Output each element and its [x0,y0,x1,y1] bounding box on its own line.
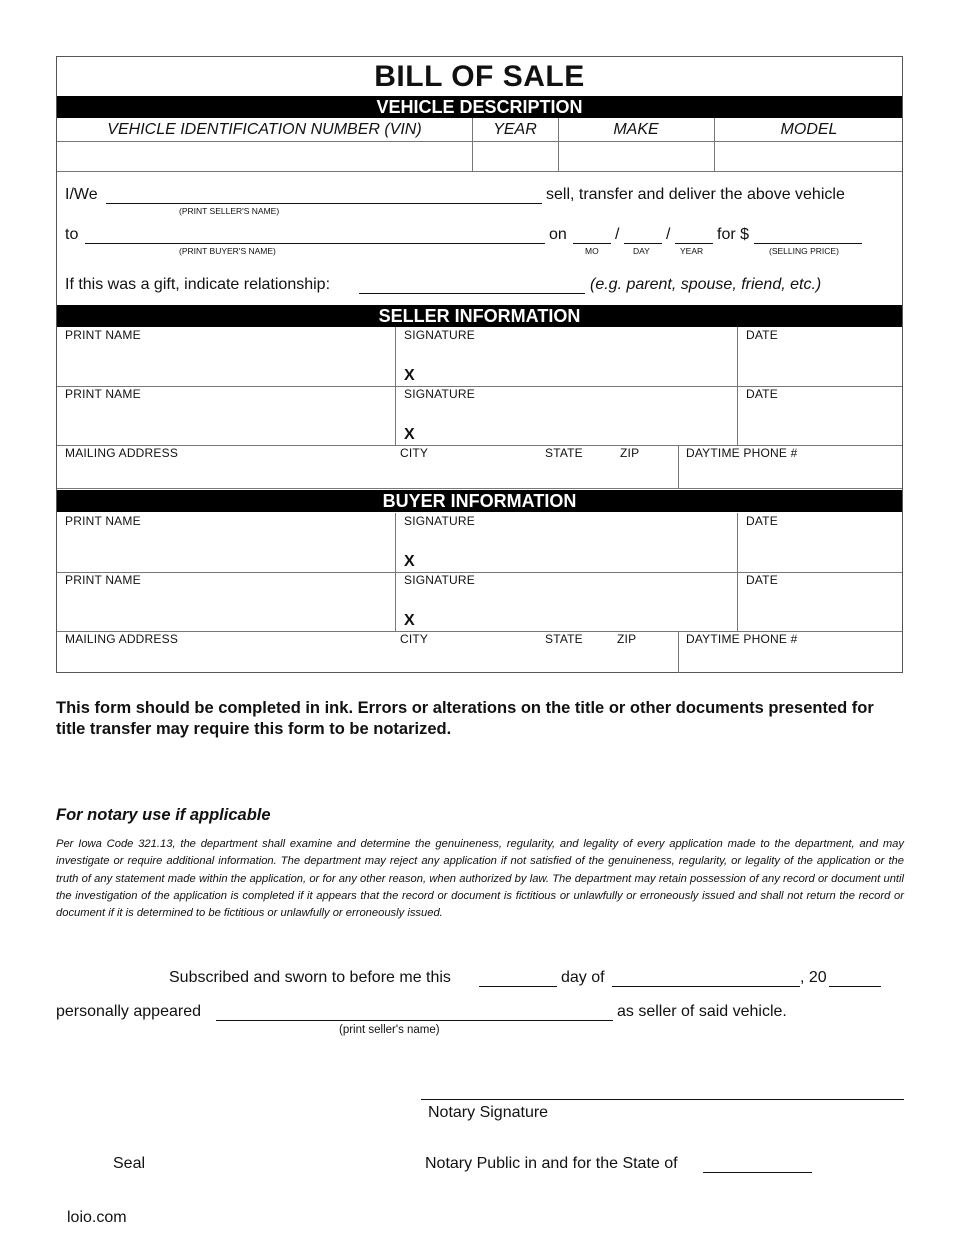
day-hint: DAY [633,246,650,256]
seller-mailing-address-label: MAILING ADDRESS [65,446,179,460]
notary-heading: For notary use if applicable [56,806,271,824]
year-line[interactable] [675,243,713,244]
seller-signature-field[interactable] [422,357,734,384]
notary-signature-label: Notary Signature [428,1104,549,1121]
buyer-print-name-label: PRINT NAME [65,573,141,587]
seller-print-name-label: PRINT NAME [65,387,141,401]
price-hint: (SELLING PRICE) [769,246,839,256]
divider [472,118,473,171]
ink-notice: This form should be completed in ink. Errors or alterations on the title or other documents presented for title transfer may require this form to be notarized. [56,699,874,738]
buyer-section-header: BUYER INFORMATION [57,490,902,512]
sworn-year-line[interactable] [829,986,881,987]
year-hint: YEAR [680,246,704,256]
buyer-zip-label: ZIP [617,632,637,646]
day-of-text: day of [561,969,605,986]
buyer-mailing-address-label: MAILING ADDRESS [65,632,179,646]
buyer-signature-label: SIGNATURE [404,514,475,528]
seller-city-label: CITY [400,446,429,460]
bill-of-sale-form [56,56,903,673]
on-label: on [549,226,567,243]
seller-print-name-label: PRINT NAME [65,328,141,342]
buyer-city-label: CITY [400,632,429,646]
divider [57,141,902,142]
seller-date-label: DATE [746,328,778,342]
make-column-header: MAKE [613,121,659,138]
gift-relationship-line[interactable] [359,293,585,294]
buyer-name-line[interactable] [85,243,545,244]
seller-phone-label: DAYTIME PHONE # [686,446,798,460]
signature-x: X [404,612,415,629]
vin-field[interactable] [59,144,469,169]
buyer-signature-field[interactable] [422,543,734,570]
seller-name-line[interactable] [106,203,542,204]
seller-zip-label: ZIP [620,446,640,460]
footer-brand: loio.com [67,1209,127,1226]
buyer-signature-label: SIGNATURE [404,573,475,587]
buyer-print-name-label: PRINT NAME [65,514,141,528]
seller-name-hint: (PRINT SELLER'S NAME) [179,206,280,216]
form-title: BILL OF SALE [374,60,585,93]
buyer-name-field[interactable] [59,530,392,570]
seller-signature-label: SIGNATURE [404,328,475,342]
year-column-header: YEAR [493,121,537,138]
sell-transfer-text: sell, transfer and deliver the above vehicle [546,186,845,203]
model-column-header: MODEL [780,121,838,138]
seller-date-label: DATE [746,387,778,401]
divider [737,513,738,631]
iwe-label: I/We [65,186,98,203]
divider [57,488,902,489]
as-seller-text: as seller of said vehicle. [617,1003,787,1020]
vehicle-section-header: VEHICLE DESCRIPTION [57,96,902,118]
signature-x: X [404,426,415,443]
seller-signature-label: SIGNATURE [404,387,475,401]
divider [714,118,715,171]
day-line[interactable] [624,243,662,244]
iowa-code-paragraph: Per Iowa Code 321.13, the department shall examine and determine the genuineness, regularity, and legality of every application made to the department, and may investigate or require additional information. The department may reject any application if not satisfied of the genuineness, regularity, or legality of the application or the truth of any statement made within the application, or for any other reason, when authorized by law. The department may retain possession of any record or document until the investigation of the application is completed if it appears that the record or document is fictitious or unlawfully or erroneously issued and shall not return the record or document if it is determined to be fictitious or unlawfully or erroneously issued. [56,838,904,920]
signature-x: X [404,367,415,384]
date-slash: / [666,226,671,243]
divider [737,327,738,445]
sworn-text: Subscribed and sworn to before me this [169,969,451,986]
notary-state-line[interactable] [703,1172,812,1173]
make-field[interactable] [561,144,711,169]
divider [558,118,559,171]
signature-x: X [404,553,415,570]
month-line[interactable] [573,243,611,244]
seller-date-field[interactable] [740,344,900,384]
buyer-name-hint: (PRINT BUYER'S NAME) [179,246,276,256]
buyer-date-label: DATE [746,573,778,587]
gift-example: (e.g. parent, spouse, friend, etc.) [590,276,822,293]
divider [395,327,396,445]
to-label: to [65,226,79,243]
appeared-text: personally appeared [56,1003,201,1020]
gift-label: If this was a gift, indicate relationship: [65,276,331,293]
seller-section-header: SELLER INFORMATION [57,305,902,327]
sworn-month-line[interactable] [612,986,800,987]
seal-label: Seal [113,1155,146,1172]
buyer-phone-label: DAYTIME PHONE # [686,632,798,646]
year-field[interactable] [475,144,555,169]
seller-name-field[interactable] [59,344,392,384]
model-field[interactable] [717,144,901,169]
buyer-date-label: DATE [746,514,778,528]
for-label: for $ [717,226,750,243]
divider [678,631,679,673]
mo-hint: MO [585,246,599,256]
buyer-date-field[interactable] [740,530,900,570]
seller-state-label: STATE [545,446,583,460]
divider [57,171,902,172]
seller-name-hint: (print seller's name) [339,1024,440,1036]
price-line[interactable] [754,243,862,244]
vin-column-header: VEHICLE IDENTIFICATION NUMBER (VIN) [107,121,422,138]
notary-state-label: Notary Public in and for the State of [425,1155,678,1172]
buyer-state-label: STATE [545,632,583,646]
sworn-day-line[interactable] [479,986,557,987]
appeared-seller-line[interactable] [216,1020,613,1021]
notary-signature-line[interactable] [421,1099,904,1100]
divider [678,445,679,488]
year-prefix: , 20 [800,969,827,986]
divider [395,513,396,631]
date-slash: / [615,226,620,243]
